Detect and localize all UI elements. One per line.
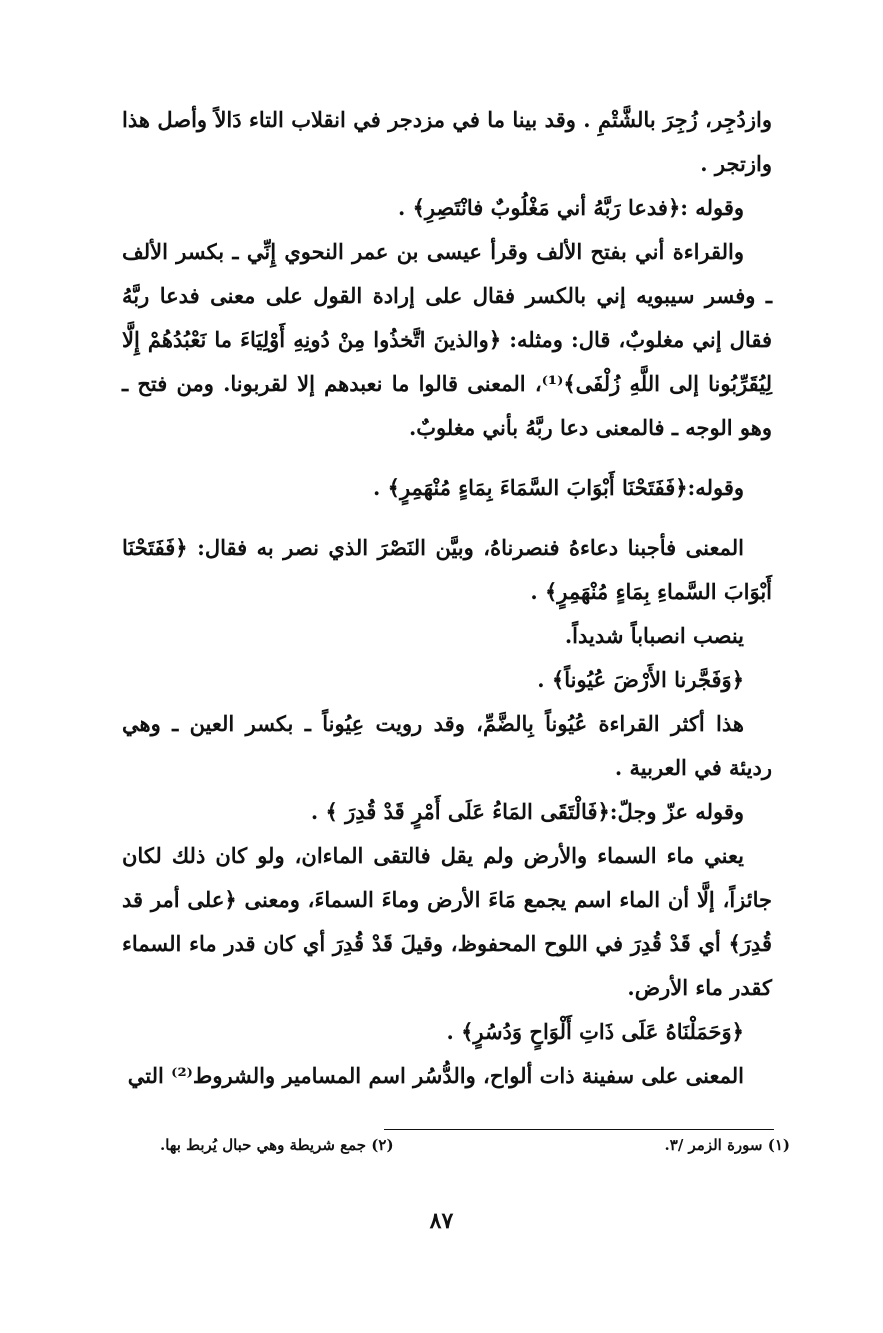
paragraph: المعنى فأجبنا دعاءهُ فنصرناهُ، وبيَّن النَصْرَ الذي نصر به فقال: ﴿فَفَتَحْنَا أَبْوَابَ السَّماءِ بِمَاءٍ مُنْهَمِرٍ﴾ . xyxy=(122,535,772,604)
paragraph: وقوله :﴿فدعا رَبَّهُ أني مَغْلُوبٌ فانْتَصِرِ﴾ . xyxy=(397,195,744,220)
paragraph: المعنى على سفينة ذات ألواح، والدُّسُر اسم المسامير والشروط⁽²⁾ التي xyxy=(127,1063,744,1088)
paragraph: ينصب انصباباً شديداً. xyxy=(564,623,744,648)
footnotes xyxy=(160,1134,790,1156)
main-text xyxy=(122,98,772,1098)
paragraph: ﴿وَفَجَّرنا الأَرْضَ عُيُوناً﴾ . xyxy=(537,667,744,692)
paragraph: يعني ماء السماء والأرض ولم يقل فالتقى الماءان، ولو كان ذلك لكان جائزاً، إلَّا أن الماء اسم يجمع مَاءَ الأرض وماءَ السماءَ، ومعنى ﴿على أمر قد قُدِرَ﴾ أي قَدْ قُدِرَ في اللوح المحفوظ، وقيلَ قَدْ قُدِرَ أي كان قدر ماء السماء كقدر ماء الأرض. xyxy=(122,843,772,1000)
paragraph: والقراءة أني بفتح الألف وقرأ عيسى بن عمر النحوي إِنِّي ـ بكسر الألف ـ وفسر سيبويه إني بالكسر فقال على إرادة القول على معنى فدعا ربَّهُ فقال إني مغلوبٌ، قال: ومثله: ﴿والذينَ اتَّخذُوا مِنْ دُونِهِ أَوْلِيَاءَ ما نَعْبُدُهُمْ إِلَّا لِيُقَرِّبُونا إلى اللَّهِ زُلْفَى﴾⁽¹⁾، المعنى قالوا ما نعبدهم إلا لقربونا. ومن فتح ـ وهو الوجه ـ فالمعنى دعا ربَّهُ بأني مغلوبٌ. xyxy=(122,239,772,440)
paragraph: وقوله:﴿فَفَتَحْنَا أَبْوَابَ السَّمَاءَ بِمَاءٍ مُنْهَمِرٍ﴾ . xyxy=(373,475,744,500)
paragraph: وازدُجِر، زُجِرَ بالشَّتْمِ . وقد بينا ما في مزدجر في انقلاب التاء دَالاً وأصل هذا وازتجر . xyxy=(122,107,772,176)
footnote-2: (٢) جمع شريطة وهي حبال يُربط بها. xyxy=(160,1136,394,1154)
page-number: ٨٧ xyxy=(429,1208,454,1234)
paragraph: ﴿وَحَمَلْنَاهُ عَلَى ذَاتِ أَلْوَاحٍ وَدُسُرٍ﴾ . xyxy=(446,1019,744,1044)
paragraph: هذا أكثر القراءة عُيُوناً بِالضَّمِّ، وقد رويت عِيُوناً ـ بكسر العين ـ وهي رديئة في العربية . xyxy=(122,711,772,780)
footnote-divider xyxy=(384,1129,774,1130)
footnote-1: (١) سورة الزمر /٣. xyxy=(664,1136,790,1154)
paragraph: وقوله عزّ وجلّ:﴿فَالْتَقَى المَاءُ عَلَى أَمْرٍ قَدْ قُدِرَ ﴾ . xyxy=(310,799,744,824)
